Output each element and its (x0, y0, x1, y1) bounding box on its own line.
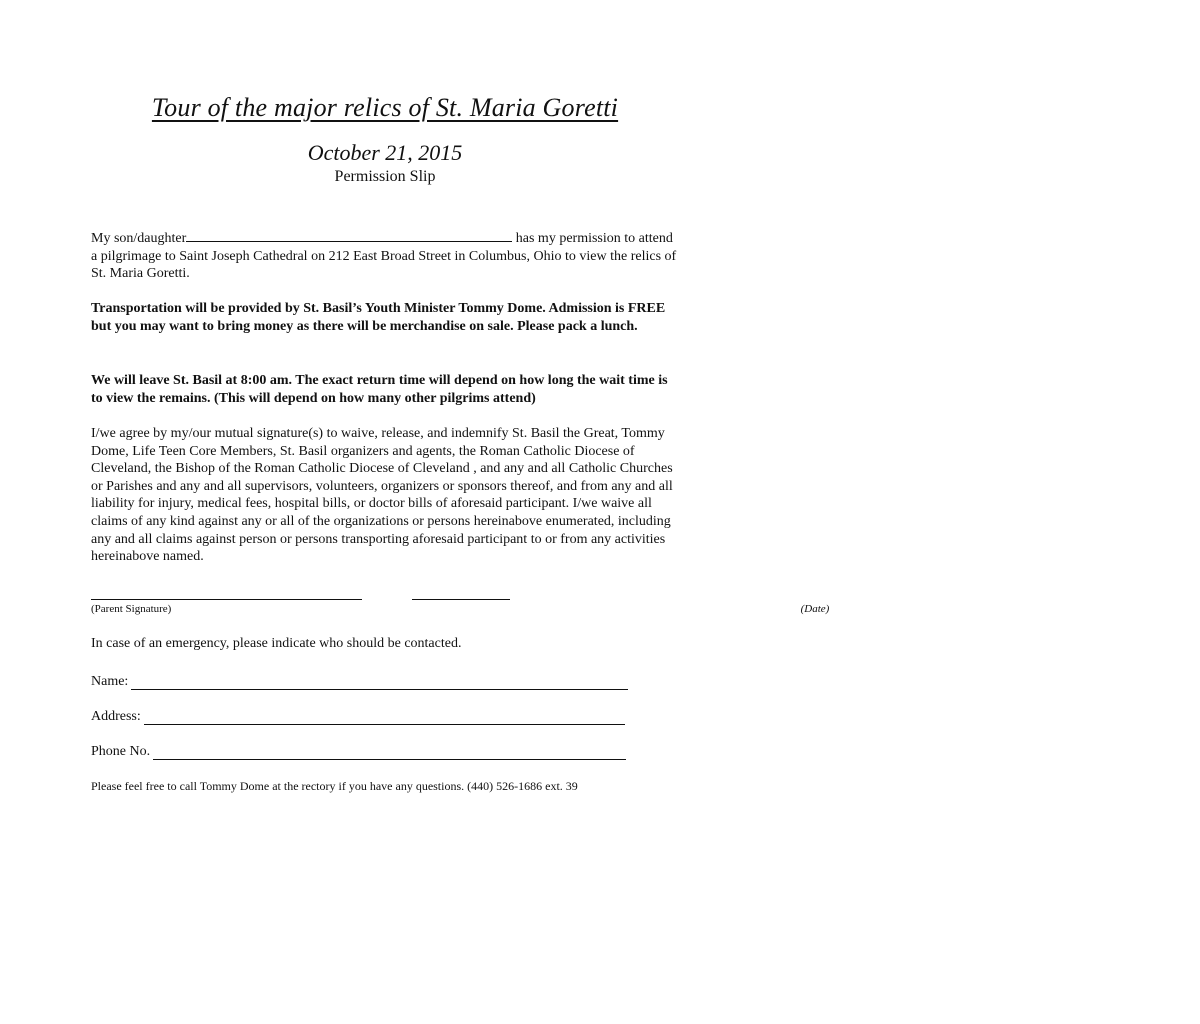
permission-lead-text: My son/daughter (91, 231, 187, 246)
signature-date-label: (Date) (800, 603, 830, 615)
transportation-paragraph: Transportation will be provided by St. Basil’s Youth Minister Tommy Dome. Admission is FREE but you may want to bring money as there will be merchandise on sale. Please pack a lunch. (91, 301, 666, 334)
child-name-field[interactable] (186, 229, 512, 242)
permission-paragraph (91, 229, 681, 283)
emergency-instructions: In case of an emergency, please indicate who should be contacted. (91, 636, 462, 651)
emergency-phone-label: Phone No. (91, 744, 151, 759)
document-subtitle: Permission Slip (334, 168, 436, 185)
emergency-name-row (91, 674, 628, 690)
permission-body-text: has my permission to attend a pilgrimage to Saint Joseph Cathedral on 212 East Broad Street in Columbus, Ohio to view the relics of St. Maria Goretti. (91, 231, 677, 282)
emergency-phone-field[interactable] (153, 745, 626, 760)
waiver-paragraph: I/we agree by my/our mutual signature(s) to waive, release, and indemnify St. Basil the Great, Tommy Dome, Life Teen Core Members, St. Basil organizers and agents, the Roman Catholic Diocese of Cleveland, the Bishop of the Roman Catholic Diocese of Cleveland , and any and all Catholic Churches or Parishes and any and all supervisors, volunteers, organizers or sponsors thereof, and from any and all liability for injury, medical fees, hospital bills, or doctor bills of aforesaid participant. I/we waive all claims of any kind against any or all of the organizations or persons hereinabove enumerated, including any and all claims against person or persons transporting aforesaid participant to or from any activities hereinabove named. (91, 426, 673, 565)
contact-note: Please feel free to call Tommy Dome at the rectory if you have any questions. (440) 526-1686 ext. 39 (91, 779, 578, 793)
emergency-name-label: Name: (91, 674, 129, 689)
schedule-paragraph: We will leave St. Basil at 8:00 am. The exact return time will depend on how long the wait time is to view the remains. (This will depend on how many other pilgrims attend) (91, 373, 668, 406)
parent-signature-label: (Parent Signature) (91, 603, 172, 615)
emergency-address-field[interactable] (144, 710, 625, 725)
parent-signature-field[interactable] (91, 599, 362, 600)
emergency-address-row (91, 709, 625, 725)
document-title: Tour of the major relics of St. Maria Goretti (151, 93, 619, 122)
emergency-name-field[interactable] (131, 675, 628, 690)
emergency-phone-row (91, 744, 626, 760)
event-date: October 21, 2015 (307, 140, 463, 165)
signature-date-field[interactable] (412, 599, 510, 600)
emergency-address-label: Address: (91, 709, 141, 724)
